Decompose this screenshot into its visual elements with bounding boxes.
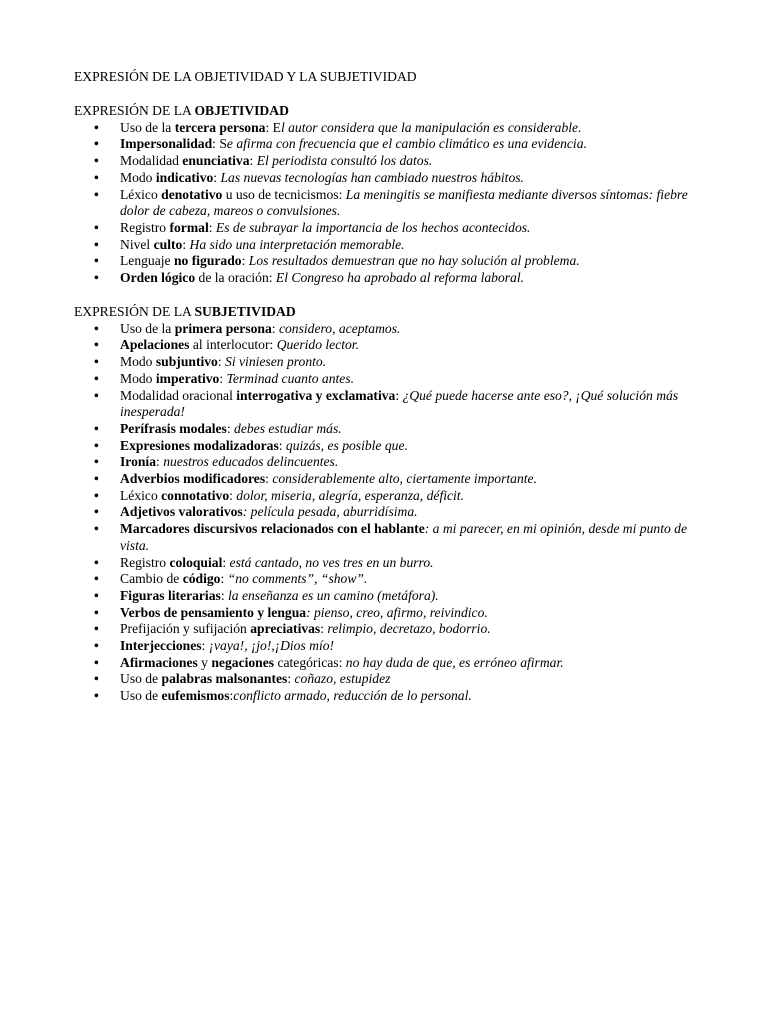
example-text: Si viniesen pronto. xyxy=(225,354,327,370)
bullet-marker: • xyxy=(94,253,99,269)
item-text: u uso de tecnicismos: xyxy=(222,186,346,202)
example-text: está cantado, no ves tres en un burro. xyxy=(229,554,434,570)
term-label: palabras malsonantes xyxy=(161,671,288,687)
bullet-marker: • xyxy=(94,621,99,637)
example-text: considerablemente alto, ciertamente importante. xyxy=(272,471,537,487)
list-item xyxy=(74,521,694,554)
item-text: Registro xyxy=(120,554,170,570)
item-text: : xyxy=(222,554,230,570)
item-text: : xyxy=(217,354,226,370)
list-item xyxy=(74,253,694,270)
example-text: considero, aceptamos. xyxy=(278,320,401,336)
bullet-marker: • xyxy=(94,337,99,353)
term-label: Adverbios modificadores xyxy=(120,471,266,487)
item-text: Léxico xyxy=(120,186,162,202)
item-text: : xyxy=(208,219,216,235)
term-label: interrogativa y exclamativa xyxy=(236,387,396,403)
item-text: : xyxy=(213,169,221,185)
list-item xyxy=(74,488,694,505)
bullet-marker: • xyxy=(94,554,99,570)
heading-prefix: EXPRESIÓN DE LA xyxy=(74,304,195,319)
list-item xyxy=(74,454,694,471)
item-text: : xyxy=(182,236,190,252)
list-item xyxy=(74,421,694,438)
example-text: El periodista consultó los datos. xyxy=(256,153,433,169)
example-text: e afirma con frecuencia que el cambio climático es una evidencia. xyxy=(226,136,587,152)
document-title: EXPRESIÓN DE LA OBJETIVIDAD Y LA SUBJETIVIDAD xyxy=(74,69,417,84)
item-text: : S xyxy=(212,136,227,152)
term-label: Perífrasis modales xyxy=(120,420,227,436)
list-item xyxy=(74,153,694,170)
bullet-marker: • xyxy=(94,688,99,704)
list-item xyxy=(74,671,694,688)
term-label: Interjecciones xyxy=(120,638,202,654)
term-label: Verbos de pensamiento y lengua xyxy=(120,604,307,620)
item-text: Prefijación y sufijación xyxy=(120,621,251,637)
bullet-marker: • xyxy=(94,236,99,252)
bullet-marker: • xyxy=(94,387,99,403)
example-text: ¡vaya!, ¡jo!,¡Dios mío! xyxy=(208,638,335,654)
example-text: : pienso, creo, afirmo, reivindico. xyxy=(306,604,488,620)
list-item xyxy=(74,688,694,705)
list-item xyxy=(74,136,694,153)
term-label: eufemismos xyxy=(161,688,230,704)
bullet-marker: • xyxy=(94,370,99,386)
term-label: primera persona xyxy=(174,320,272,336)
item-text: Uso de xyxy=(120,671,162,687)
list-item xyxy=(74,555,694,572)
item-text: : xyxy=(241,253,249,269)
bullet-list xyxy=(74,120,694,287)
item-text: Uso de xyxy=(120,688,162,704)
list-item xyxy=(74,170,694,187)
item-text: : xyxy=(201,638,209,654)
bullet-marker: • xyxy=(94,471,99,487)
item-text: y xyxy=(197,654,212,670)
term-label: no figurado xyxy=(173,253,242,269)
item-text: : xyxy=(395,387,403,403)
bullet-marker: • xyxy=(94,638,99,654)
item-text: : xyxy=(271,320,279,336)
example-text: relimpio, decretazo, bodorrio. xyxy=(327,621,491,637)
item-text: Lenguaje xyxy=(120,253,174,269)
item-text: : xyxy=(320,621,328,637)
item-text: Modo xyxy=(120,370,156,386)
example-text: la enseñanza es un camino (metáfora). xyxy=(228,587,439,603)
bullet-marker: • xyxy=(94,654,99,670)
bullet-marker: • xyxy=(94,153,99,169)
item-text: categóricas: xyxy=(274,654,346,670)
example-text: no hay duda de que, es erróneo afirmar. xyxy=(345,654,564,670)
item-text: Cambio de xyxy=(120,571,183,587)
bullet-marker: • xyxy=(94,454,99,470)
bullet-marker: • xyxy=(94,169,99,185)
item-text: Modalidad oracional xyxy=(120,387,237,403)
example-text: : película pesada, aburridísima. xyxy=(242,504,418,520)
bullet-marker: • xyxy=(94,270,99,286)
example-text: ¿Qué puede hacerse ante eso?, ¡Qué solución más inesperada! xyxy=(120,387,679,420)
item-text: Modo xyxy=(120,169,156,185)
item-text: Uso de la xyxy=(120,320,175,336)
example-text: La meningitis se manifiesta mediante diversos síntomas: fiebre dolor de cabeza, mareos o convulsiones. xyxy=(120,186,688,219)
example-text: Los resultados demuestran que no hay solución al problema. xyxy=(248,253,580,269)
heading-keyword: OBJETIVIDAD xyxy=(194,103,289,118)
section-objetividad xyxy=(74,103,694,287)
example-text: coñazo, estupidez xyxy=(294,671,391,687)
bullet-marker: • xyxy=(94,587,99,603)
list-item xyxy=(74,638,694,655)
list-item xyxy=(74,237,694,254)
term-label: indicativo xyxy=(155,169,214,185)
item-text: de la oración: xyxy=(195,270,276,286)
item-text: : E xyxy=(265,119,281,135)
item-text: Léxico xyxy=(120,487,162,503)
list-item xyxy=(74,471,694,488)
list-item xyxy=(74,187,694,220)
example-text: Querido lector. xyxy=(276,337,359,353)
bullet-marker: • xyxy=(94,571,99,587)
item-text: Registro xyxy=(120,219,170,235)
term-label: tercera persona xyxy=(174,119,266,135)
bullet-marker: • xyxy=(94,119,99,135)
bullet-marker: • xyxy=(94,186,99,202)
item-text: : xyxy=(220,587,228,603)
term-label: apreciativas xyxy=(250,621,321,637)
term-label: culto xyxy=(153,236,183,252)
term-label: Figuras literarias xyxy=(120,587,221,603)
list-item xyxy=(74,605,694,622)
section-subjetividad xyxy=(74,304,694,705)
bullet-marker: • xyxy=(94,136,99,152)
bullet-marker: • xyxy=(94,420,99,436)
example-text: El Congreso ha aprobado al reforma laboral. xyxy=(275,270,525,286)
term-label: Afirmaciones xyxy=(120,654,198,670)
term-label: Expresiones modalizadoras xyxy=(120,437,279,453)
term-label: negaciones xyxy=(211,654,275,670)
example-text: Ha sido una interpretación memorable. xyxy=(189,236,405,252)
example-text: Es de subrayar la importancia de los hechos acontecidos. xyxy=(215,219,531,235)
bullet-marker: • xyxy=(94,437,99,453)
example-text: conflicto armado, reducción de lo personal. xyxy=(233,688,472,704)
example-text: “no comments”, “show”. xyxy=(227,571,368,587)
example-text: debes estudiar más. xyxy=(234,420,342,436)
term-label: Orden lógico xyxy=(120,270,196,286)
item-text: : xyxy=(229,688,234,704)
term-label: imperativo xyxy=(155,370,220,386)
list-item xyxy=(74,571,694,588)
example-text: nuestros educados delincuentes. xyxy=(163,454,339,470)
bullet-marker: • xyxy=(94,320,99,336)
item-text: al interlocutor: xyxy=(189,337,277,353)
example-text: Las nuevas tecnologías han cambiado nuestros hábitos. xyxy=(220,169,524,185)
bullet-marker: • xyxy=(94,521,99,537)
item-text: Nivel xyxy=(120,236,154,252)
list-item xyxy=(74,270,694,287)
list-item xyxy=(74,621,694,638)
term-label: enunciativa xyxy=(182,153,250,169)
item-text: : xyxy=(229,487,237,503)
term-label: formal xyxy=(169,219,209,235)
example-text: l autor considera que la manipulación es considerable. xyxy=(280,119,582,135)
item-text: : xyxy=(156,454,164,470)
list-item xyxy=(74,354,694,371)
list-item xyxy=(74,504,694,521)
item-text: : xyxy=(287,671,295,687)
term-label: coloquial xyxy=(169,554,223,570)
term-label: Impersonalidad xyxy=(120,136,213,152)
item-text: Uso de la xyxy=(120,119,175,135)
term-label: Marcadores discursivos relacionados con el hablante xyxy=(120,521,425,537)
heading-prefix: EXPRESIÓN DE LA xyxy=(74,103,195,118)
item-text: Modalidad xyxy=(120,153,183,169)
item-text: : xyxy=(278,437,286,453)
example-text: Terminad cuanto antes. xyxy=(226,370,355,386)
list-item xyxy=(74,220,694,237)
term-label: subjuntivo xyxy=(155,354,218,370)
term-label: denotativo xyxy=(161,186,223,202)
term-label: Ironía xyxy=(120,454,157,470)
example-text: : a mi parecer, en mi opinión, desde mi punto de vista. xyxy=(120,521,687,553)
section-heading xyxy=(74,103,694,120)
term-label: connotativo xyxy=(161,487,230,503)
example-text: quizás, es posible que. xyxy=(285,437,408,453)
bullet-list xyxy=(74,321,694,705)
item-text: : xyxy=(226,420,235,436)
list-item xyxy=(74,337,694,354)
list-item xyxy=(74,120,694,137)
list-item xyxy=(74,655,694,672)
bullet-marker: • xyxy=(94,671,99,687)
list-item xyxy=(74,371,694,388)
bullet-marker: • xyxy=(94,604,99,620)
example-text: dolor, miseria, alegría, esperanza, déficit. xyxy=(236,487,464,503)
term-label: código xyxy=(182,571,221,587)
item-text: : xyxy=(219,370,227,386)
list-item xyxy=(74,321,694,338)
bullet-marker: • xyxy=(94,504,99,520)
bullet-marker: • xyxy=(94,219,99,235)
bullet-marker: • xyxy=(94,354,99,370)
bullet-marker: • xyxy=(94,487,99,503)
item-text: : xyxy=(265,471,273,487)
list-item xyxy=(74,588,694,605)
list-item xyxy=(74,388,694,421)
item-text: : xyxy=(249,153,257,169)
item-text: Modo xyxy=(120,354,156,370)
list-item xyxy=(74,438,694,455)
item-text: : xyxy=(220,571,228,587)
section-heading xyxy=(74,304,694,321)
term-label: Apelaciones xyxy=(120,337,190,353)
term-label: Adjetivos valorativos xyxy=(120,504,243,520)
heading-keyword: SUBJETIVIDAD xyxy=(194,304,296,319)
